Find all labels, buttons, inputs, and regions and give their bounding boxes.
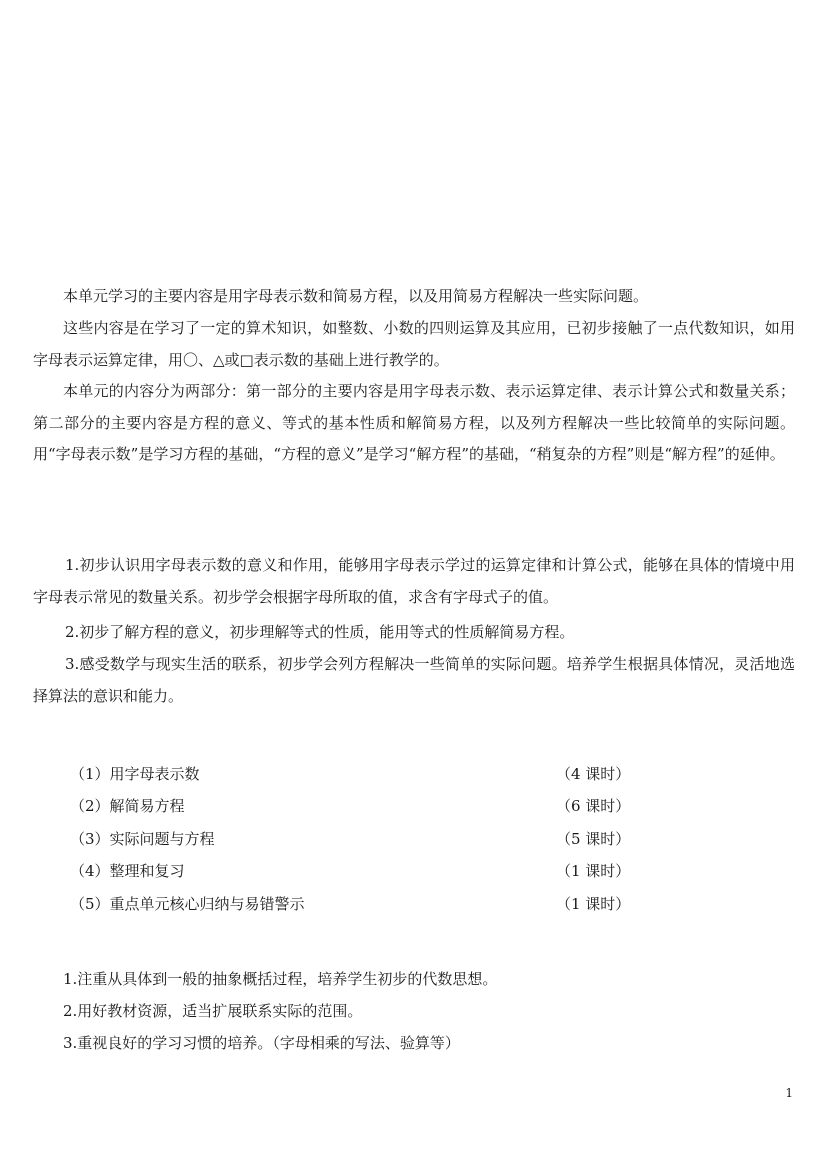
tip-3: 3.重视良好的学习习惯的培养。（字母相乘的写法、验算等） (63, 1034, 460, 1052)
tip-1: 1.注重从具体到一般的抽象概括过程，培养学生初步的代数思想。 (63, 970, 498, 988)
schedule-hours: （5 课时） (556, 830, 631, 848)
tip-2: 2.用好教材资源，适当扩展联系实际的范围。 (63, 1002, 363, 1020)
goal-2: 2.初步了解方程的意义，初步理解等式的性质，能用等式的性质解简易方程。 (65, 623, 575, 641)
schedule-row-3 (70, 828, 630, 858)
schedule-row-2 (70, 795, 630, 825)
schedule-row-1 (70, 763, 630, 793)
content-paragraph-1: 本单元学习的主要内容是用字母表示数和简易方程，以及用简易方程解决一些实际问题。 (63, 287, 649, 305)
schedule-hours: （4 课时） (556, 765, 631, 783)
schedule-hours: （6 课时） (556, 797, 631, 815)
schedule-item: （1）用字母表示数 (70, 765, 200, 783)
schedule-item: （4）整理和复习 (70, 862, 185, 880)
schedule-row-5 (70, 893, 630, 923)
schedule-hours: （1 课时） (556, 862, 631, 880)
content-paragraph-3: 本单元的内容分为两部分：第一部分的主要内容是用字母表示数、表示运算定律、表示计算公式和数量关系；第二部分的主要内容是方程的意义、等式的基本性质和解简易方程，以及列方程解决一些比较简单的实际问题。用“字母表示数”是学习方程的基础，“方程的意义”是学习“解方程”的基础，“稍复杂的方程”则是“解方程”的延伸。 (33, 382, 795, 463)
schedule-item: （2）解简易方程 (70, 797, 185, 815)
schedule-hours: （1 课时） (556, 895, 631, 913)
schedule-item: （5）重点单元核心归纳与易错警示 (70, 895, 305, 913)
content-paragraph-2: 这些内容是在学习了一定的算术知识，如整数、小数的四则运算及其应用，已初步接触了一点代数知识，如用字母表示运算定律，用〇、△或□表示数的基础上进行教学的。 (33, 319, 795, 369)
goal-3: 3.感受数学与现实生活的联系，初步学会列方程解决一些简单的实际问题。培养学生根据具体情况，灵活地选择算法的意识和能力。 (33, 655, 795, 705)
schedule-item: （3）实际问题与方程 (70, 830, 215, 848)
schedule-row-4 (70, 860, 630, 890)
page-number: 1 (785, 1086, 793, 1100)
goal-1: 1.初步认识用字母表示数的意义和作用，能够用字母表示学过的运算定律和计算公式，能够在具体的情境中用字母表示常见的数量关系。初步学会根据字母所取的值，求含有字母式子的值。 (33, 556, 795, 606)
